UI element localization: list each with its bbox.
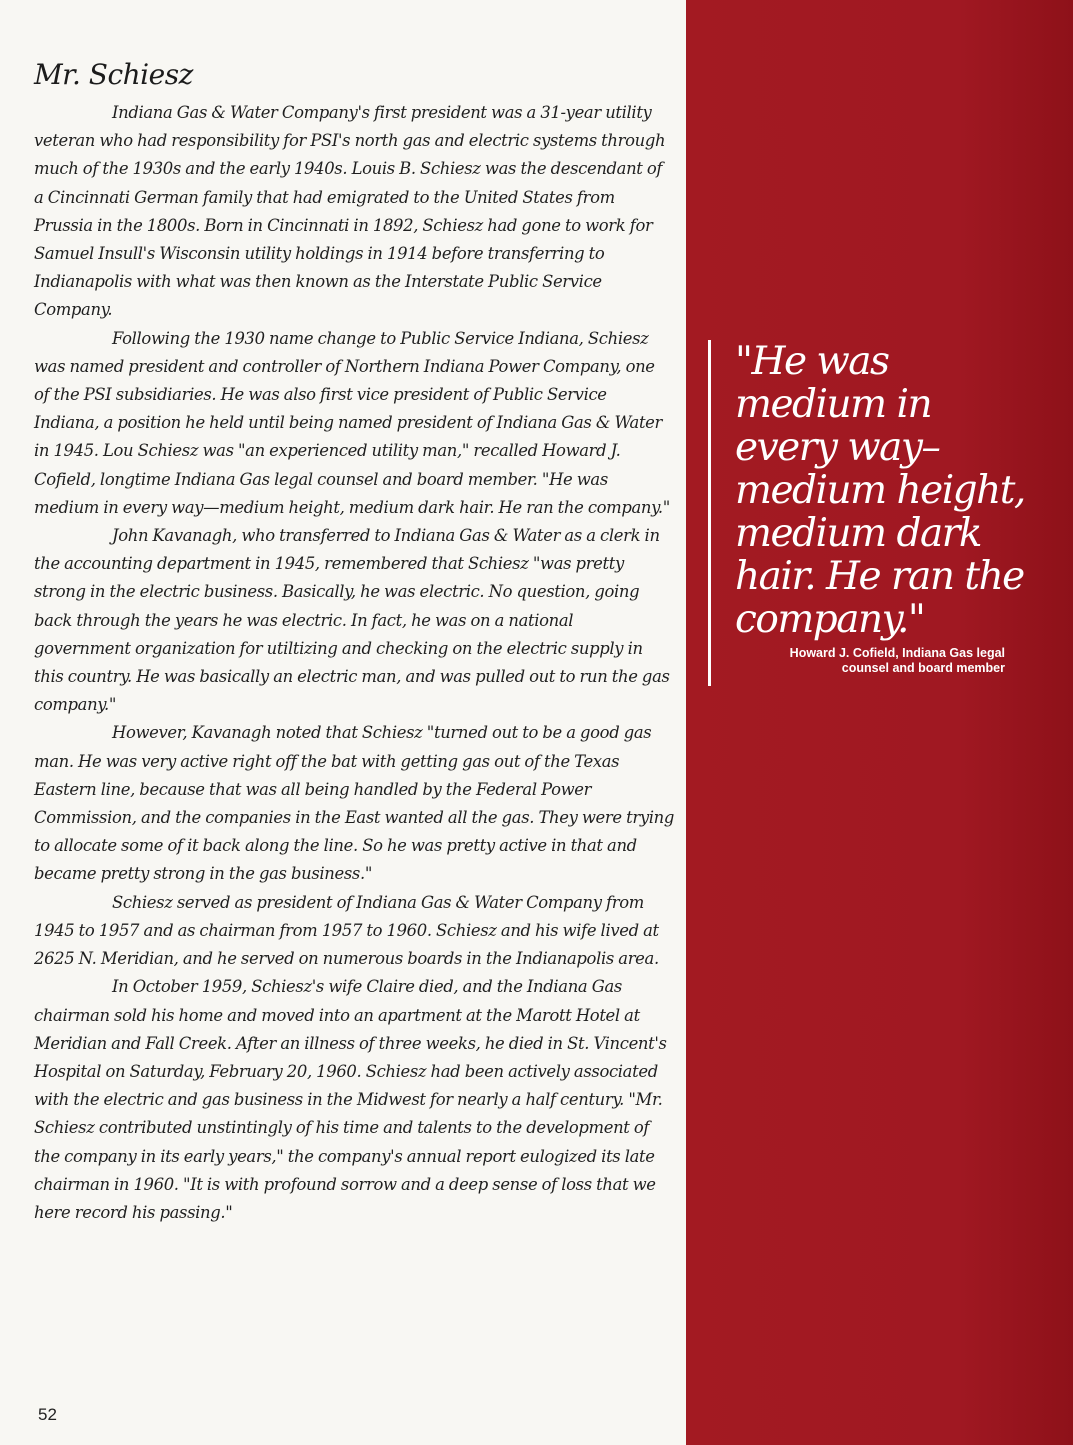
pull-quote [708,339,1025,686]
article-paragraph: However, Kavanagh noted that Schiesz "turned out to be a good gas man. He was very active right off the bat with getting gas out of the Texas Eastern line, because that was all being handled by the Federal Power Commission, and the companies in the East wanted all the gas. They were trying to allocate some of it back along the line. So he was pretty active in that and became pretty strong in the gas business." [34,723,674,884]
pull-quote-text: "He was medium in every way–medium height, medium dark hair. He ran the company." [735,339,1025,642]
article-paragraph: In October 1959, Schiesz's wife Claire died, and the Indiana Gas chairman sold his home and moved into an apartment at the Marott Hotel at Meridian and Fall Creek. After an illness of three weeks, he died in St. Vincent's Hospital on Saturday, February 20, 1960. Schiesz had been actively associated with the electric and gas business in the Midwest for nearly a half century. "Mr. Schiesz contributed unstintingly of his time and talents to the development of the company in its early years," the company's annual report eulogized its late chairman in 1960. "It is with profound sorrow and a deep sense of loss that we here record his passing." [34,977,667,1222]
page-number: 52 [38,1405,57,1424]
article-paragraph: Schiesz served as president of Indiana Gas & Water Company from 1945 to 1957 and as chairman from 1957 to 1960. Schiesz and his wife lived at 2625 N. Meridian, and he served on numerous boards in the Indianapolis area. [34,892,659,969]
article-paragraph: Indiana Gas & Water Company's first president was a 31-year utility veteran who had responsibility for PSI's north gas and electric systems through much of the 1930s and the early 1940s. Louis B. Schiesz was the descendant of a Cincinnati German family that had emigrated to the United States from Prussia in the 1800s. Born in Cincinnati in 1892, Schiesz had gone to work for Samuel Insull's Wisconsin utility holdings in 1914 before transferring to Indianapolis with what was then known as the Interstate Public Service Company. [34,103,666,320]
article-title: Mr. Schiesz [34,58,193,91]
article-paragraph: John Kavanagh, who transferred to Indiana Gas & Water as a clerk in the accounting department in 1945, remembered that Schiesz "was pretty strong in the electric business. Basically, he was electric. No question, going back through the years he was electric. In fact, he was on a national government organization for utiltizing and checking on the electric supply in this country. He was basically an electric man, and was pulled out to run the gas company." [34,526,670,715]
article [34,58,674,1227]
article-paragraph: Following the 1930 name change to Public Service Indiana, Schiesz was named president and controller of Northern Indiana Power Company, one of the PSI subsidiaries. He was also first vice president of Public Service Indiana, a position he held until being named president of Indiana Gas & Water in 1945. Lou Schiesz was "an experienced utility man," recalled Howard J. Cofield, longtime Indiana Gas legal counsel and board member. "He was medium in every way—medium height, medium dark hair. He ran the company." [34,328,670,517]
pull-quote-attribution: Howard J. Cofield, Indiana Gas legal counsel and board member [789,646,1005,675]
red-sidebar-band [686,0,1073,1445]
